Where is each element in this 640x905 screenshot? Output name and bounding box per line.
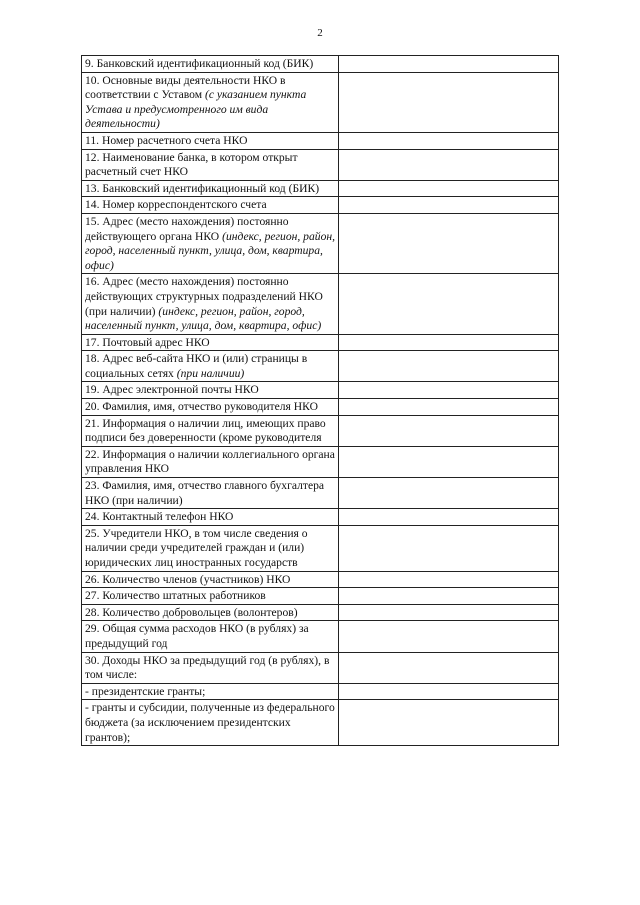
field-value-cell[interactable] (339, 274, 559, 334)
field-value-cell[interactable] (339, 213, 559, 273)
field-note: (индекс, регион, район, город, населенный пункт, улица, дом, квартира, офис) (85, 229, 336, 272)
field-label-cell (82, 604, 339, 621)
field-label-cell (82, 446, 339, 477)
field-label-cell (82, 509, 339, 526)
field-value-cell[interactable] (339, 399, 559, 416)
field-value-cell[interactable] (339, 588, 559, 605)
field-label-cell (82, 700, 339, 746)
field-value-cell[interactable] (339, 683, 559, 700)
table-row (82, 399, 559, 416)
field-label: - президентские гранты; (85, 684, 206, 698)
field-label-cell (82, 351, 339, 382)
field-label: 25. Учредители НКО, в том числе сведения о наличии среди учредителей граждан и (или) юридических лиц иностранных государств (85, 526, 308, 569)
field-value-cell[interactable] (339, 132, 559, 149)
field-label: - гранты и субсидии, полученные из федерального бюджета (за исключением президентских грантов); (85, 701, 335, 744)
table-row (82, 415, 559, 446)
field-label-cell (82, 334, 339, 351)
table-row (82, 274, 559, 334)
field-value-cell[interactable] (339, 509, 559, 526)
table-row (82, 509, 559, 526)
table-row (82, 72, 559, 132)
field-note: (с указанием пункта Устава и предусмотренного им вида деятельности) (85, 88, 307, 131)
field-label: 12. Наименование банка, в котором открыт расчетный счет НКО (85, 150, 298, 179)
field-label: 22. Информация о наличии коллегиального органа управления НКО (85, 447, 335, 476)
field-value-cell[interactable] (339, 700, 559, 746)
table-row (82, 334, 559, 351)
table-row (82, 351, 559, 382)
field-value-cell[interactable] (339, 525, 559, 571)
field-value-cell[interactable] (339, 197, 559, 214)
field-label-cell (82, 478, 339, 509)
field-value-cell[interactable] (339, 382, 559, 399)
table-row (82, 652, 559, 683)
field-label: 24. Контактный телефон НКО (85, 510, 234, 524)
table-row (82, 525, 559, 571)
field-value-cell[interactable] (339, 604, 559, 621)
field-note: (при наличии) (176, 366, 245, 380)
field-value-cell[interactable] (339, 149, 559, 180)
field-label: 17. Почтовый адрес НКО (85, 335, 210, 349)
table-row (82, 683, 559, 700)
field-label-cell (82, 652, 339, 683)
field-label-cell (82, 399, 339, 416)
table-row (82, 588, 559, 605)
field-label: 9. Банковский идентификационный код (БИК) (85, 57, 314, 70)
field-value-cell[interactable] (339, 72, 559, 132)
field-label: 16. Адрес (место нахождения) постоянно действующих структурных подразделений НКО (при наличии) (85, 275, 323, 318)
table-row (82, 604, 559, 621)
table-row (82, 621, 559, 652)
field-label-cell (82, 274, 339, 334)
field-label-cell (82, 621, 339, 652)
organization-info-table (81, 55, 559, 746)
field-label-cell (82, 588, 339, 605)
table-row (82, 446, 559, 477)
field-label: 14. Номер корреспондентского счета (85, 198, 267, 212)
field-label-cell (82, 415, 339, 446)
field-label: 23. Фамилия, имя, отчество главного бухгалтера НКО (при наличии) (85, 479, 325, 507)
table-row (82, 180, 559, 197)
field-label-cell (82, 180, 339, 197)
table-row (82, 132, 559, 149)
field-value-cell[interactable] (339, 621, 559, 652)
field-value-cell[interactable] (339, 571, 559, 588)
field-label-cell (82, 197, 339, 214)
field-value-cell[interactable] (339, 334, 559, 351)
field-note: (индекс, регион, район, город, населенный пункт, улица, дом, квартира, офис) (85, 304, 322, 333)
page-number: 2 (317, 27, 323, 39)
table-row (82, 382, 559, 399)
field-label-cell (82, 132, 339, 149)
table-row (82, 700, 559, 746)
field-value-cell[interactable] (339, 415, 559, 446)
field-value-cell[interactable] (339, 351, 559, 382)
field-label-cell (82, 72, 339, 132)
field-label: 20. Фамилия, имя, отчество руководителя НКО (85, 400, 318, 414)
field-label: 30. Доходы НКО за предыдущий год (в рублях), в том числе: (85, 653, 330, 682)
table-row (82, 571, 559, 588)
field-label-cell (82, 382, 339, 399)
field-value-cell[interactable] (339, 446, 559, 477)
table-row (82, 213, 559, 273)
table-body (82, 56, 559, 746)
field-label-cell (82, 525, 339, 571)
table-row (82, 149, 559, 180)
table-row (82, 478, 559, 509)
field-value-cell[interactable] (339, 478, 559, 509)
field-label: 28. Количество добровольцев (волонтеров) (85, 605, 298, 619)
field-label-cell (82, 571, 339, 588)
field-label: 13. Банковский идентификационный код (БИК) (85, 181, 320, 195)
field-label: 15. Адрес (место нахождения) постоянно действующего органа НКО (85, 214, 289, 243)
field-label-cell (82, 683, 339, 700)
field-label-cell (82, 213, 339, 273)
field-label: 18. Адрес веб-сайта НКО и (или) страницы в социальных сетях (85, 352, 308, 380)
field-label: 26. Количество членов (участников) НКО (85, 572, 291, 586)
table-row (82, 197, 559, 214)
field-label: 19. Адрес электронной почты НКО (85, 383, 259, 397)
field-label: 11. Номер расчетного счета НКО (85, 133, 248, 147)
table-row (82, 56, 559, 73)
field-label: 21. Информация о наличии лиц, имеющих право подписи без доверенности (кроме руководителя (85, 416, 326, 445)
field-label: 29. Общая сумма расходов НКО (в рублях) за предыдущий год (85, 622, 309, 650)
field-value-cell[interactable] (339, 56, 559, 73)
field-value-cell[interactable] (339, 180, 559, 197)
field-label-cell (82, 149, 339, 180)
field-label: 10. Основные виды деятельности НКО в соответствии с Уставом (85, 73, 286, 102)
field-label-cell (82, 56, 339, 73)
field-label: 27. Количество штатных работников (85, 589, 266, 603)
field-value-cell[interactable] (339, 652, 559, 683)
